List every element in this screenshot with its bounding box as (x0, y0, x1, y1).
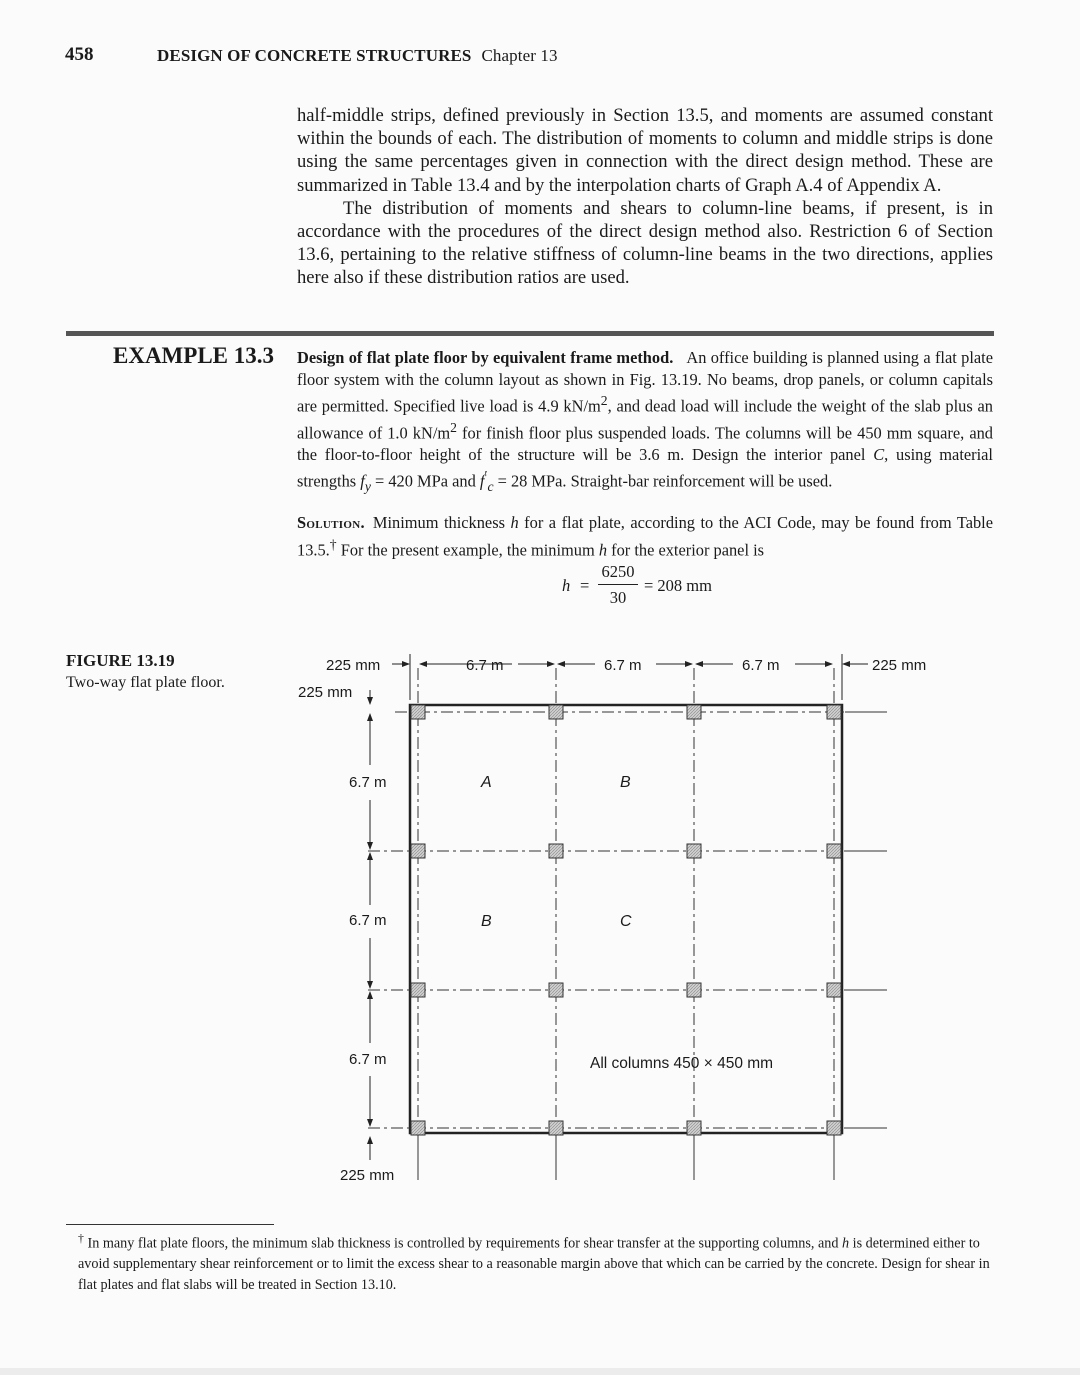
eq-equals: = (580, 576, 590, 595)
fy-subscript: y (364, 479, 371, 495)
footnote (66, 1228, 998, 1295)
example-title: Design of flat plate floor by equivalent frame method. (297, 348, 674, 367)
solution-text-1: Minimum thickness (372, 513, 511, 532)
superscript-2: 2 (600, 393, 608, 408)
dim-left-span-3: 6.7 m (349, 1051, 387, 1068)
page-bottom-band (0, 1368, 1080, 1375)
eq-result: = 208 mm (644, 576, 712, 595)
eq-lhs: h (562, 576, 571, 595)
column (411, 844, 425, 858)
example-text-3: for finish floor plus suspended loads. The columns will be 450 mm square, and the floor-to-floor height of the structure will be 3.6 m. Design the interior panel (297, 423, 993, 464)
superscript-2b: 2 (450, 419, 457, 435)
intro-paragraph-1: half-middle strips, defined previously in Section 13.5, and moments are assumed constant within the bounds of each. The distribution of moments to column and middle strips is done using the same percentages given in connection with the direct design method. These are summarized in Table 13.4 and by the interpolation charts of Graph A.4 of Appendix A. (297, 105, 993, 196)
footnote-var-h: h (841, 1235, 850, 1252)
column (411, 1121, 425, 1135)
column (827, 705, 841, 719)
dim-top-span-2: 6.7 m (604, 657, 642, 674)
eq-numerator: 6250 (601, 562, 635, 581)
solution-text-4: for the exterior panel is (607, 540, 765, 560)
fc-value: = 28 MPa. Straight-bar reinforcement will be used. (493, 471, 833, 491)
example-label: EXAMPLE 13.3 (113, 343, 274, 368)
dim-left-span-1: 6.7 m (349, 774, 387, 791)
footnote-mark: † (329, 537, 337, 552)
intro-paragraph-2: The distribution of moments and shears to column-line beams, if present, is in accordance with the procedures of the direct design method also. Restriction 6 of Section 13.6, pertaining to the relative stiffness of column-line beams in the two directions, applies here also if these distribution ratios are used. (297, 197, 993, 289)
column-size-note: All columns 450 × 450 mm (590, 1055, 774, 1072)
footnote-text-1: In many flat plate floors, the minimum slab thickness is controlled by requirements for shear transfer at the supporting columns, and (83, 1235, 842, 1252)
solution-text-3: For the present example, the minimum (336, 540, 599, 560)
column (549, 983, 563, 997)
column-lines-vertical-ext (418, 1135, 834, 1180)
column (411, 983, 425, 997)
fy-value: = 420 MPa and (370, 471, 480, 491)
column (687, 844, 701, 858)
column (549, 844, 563, 858)
solution-label: Solution. (297, 513, 365, 532)
column (687, 1121, 701, 1135)
example-text-4: , using material strengths (297, 444, 993, 491)
var-h-2: h (598, 540, 608, 560)
column (827, 1121, 841, 1135)
dim-left-225-top: 225 mm (298, 684, 353, 701)
footnote-rule (66, 1224, 274, 1225)
column (549, 705, 563, 719)
panel-label-a: A (481, 774, 492, 791)
fy-symbol: f (360, 471, 365, 491)
chapter-label: Chapter 13 (481, 46, 558, 65)
fc-symbol: f (479, 471, 485, 491)
panel-label-b: B (481, 913, 492, 930)
column (411, 705, 425, 719)
dim-top-225-left: 225 mm (326, 657, 381, 674)
fc-subscript: c (487, 479, 494, 495)
column (827, 983, 841, 997)
dim-top-span-3: 6.7 m (742, 657, 780, 674)
footnote-dagger: † (78, 1231, 84, 1245)
example-text-2: , and dead load will include the weight of the slab plus an allowance of 1.0 kN/m (297, 396, 993, 443)
page-number: 458 (65, 44, 94, 65)
book-title: DESIGN OF CONCRETE STRUCTURES (157, 46, 472, 65)
panel-c-ref: C (873, 444, 885, 464)
figure-label: FIGURE 13.19 (66, 651, 175, 670)
dim-left-225-bottom: 225 mm (340, 1167, 395, 1184)
column (549, 1121, 563, 1135)
dimension-labels (298, 657, 926, 1184)
panel-label-b: B (620, 774, 631, 791)
column-lines-ext (845, 712, 887, 1128)
solution-text-2: for a flat plate, according to the ACI Code, may be found from Table 13.5. (297, 513, 993, 560)
panel-label-c: C (620, 913, 632, 930)
example-text-1: An office building is planned using a flat plate floor system with the column layout as shown in Fig. 13.19. No beams, drop panels, or column capitals are permitted. Specified live load is 4.9 kN/m (297, 348, 993, 416)
dim-left-span-2: 6.7 m (349, 912, 387, 929)
footnote-text-2: is determined either to avoid supplementary shear reinforcement or to limit the excess shear to a reasonable margin above that which can be carried by the concrete. Design for shear in flat plates and flat slabs will be treated in Section 13.10. (78, 1235, 990, 1293)
fc-prime: ′ (484, 468, 488, 484)
column (687, 705, 701, 719)
column (687, 983, 701, 997)
dim-top-span-1: 6.7 m (466, 657, 504, 674)
column (827, 844, 841, 858)
figure-caption: Two-way flat plate floor. (66, 674, 225, 691)
eq-denominator: 30 (609, 588, 627, 607)
dim-top-225-right: 225 mm (872, 657, 927, 674)
var-h: h (510, 513, 519, 532)
